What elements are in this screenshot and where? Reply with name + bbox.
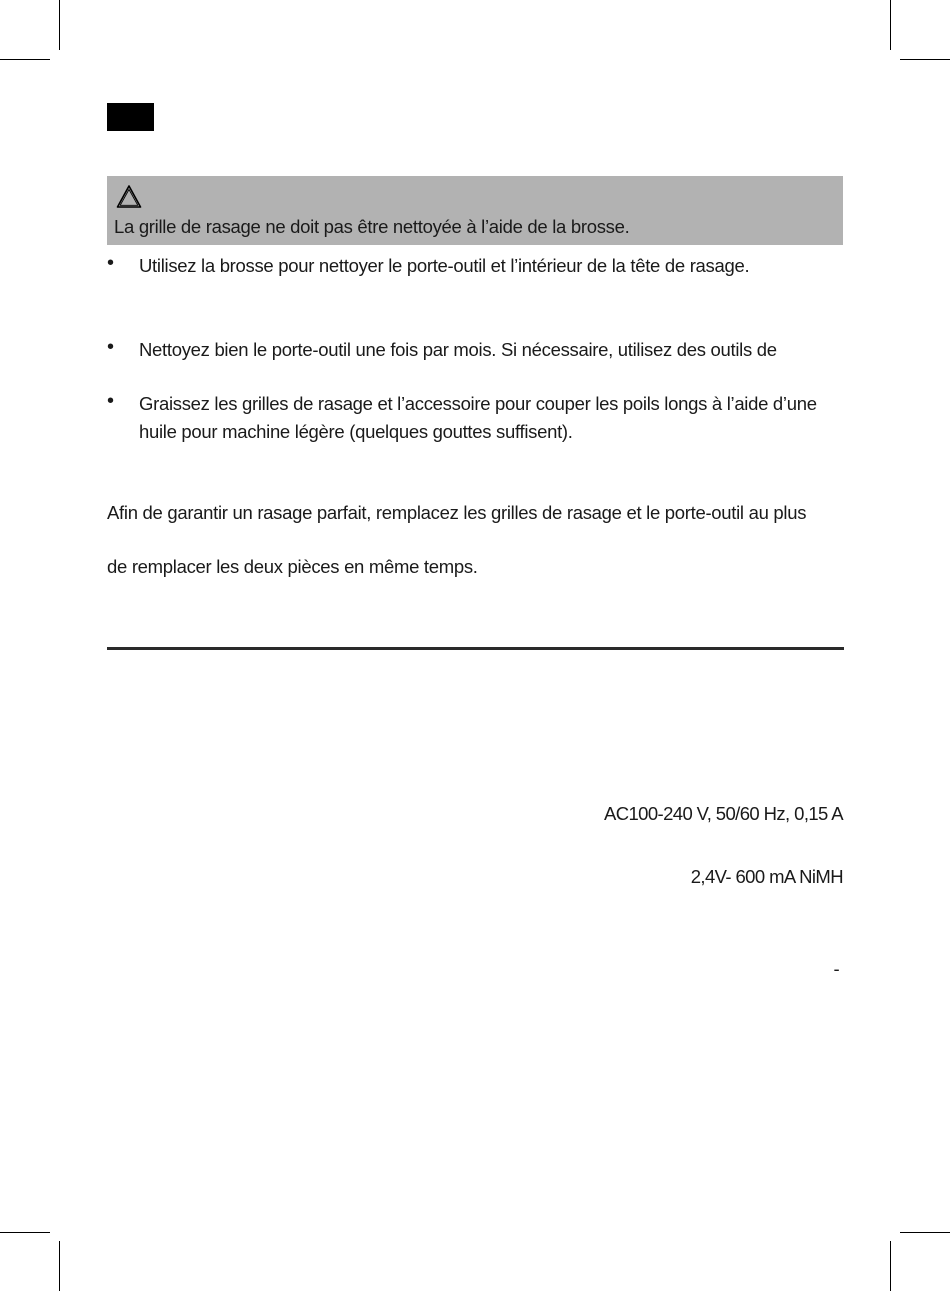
bullet-symbol: • (107, 336, 114, 358)
bullet-symbol: • (107, 390, 114, 412)
bullet-text: Graissez les grilles de rasage et l’accessoire pour couper les poils longs à l’aide d’une huile pour machine légère (quelques gouttes suffisent). (139, 393, 817, 442)
paragraph-line: Afin de garantir un rasage parfait, remplacez les grilles de rasage et le porte-outil au plus (107, 502, 807, 523)
warning-text: La grille de rasage ne doit pas être nettoyée à l’aide de la brosse. (114, 216, 630, 237)
bullet-text: Utilisez la brosse pour nettoyer le porte-outil et l’intérieur de la tête de rasage. (139, 255, 750, 276)
crop-mark (890, 1241, 891, 1291)
spec-dash: - (833, 958, 839, 979)
spec-power-supply: AC100-240 V, 50/60 Hz, 0,15 A (603, 803, 843, 824)
section-divider (107, 647, 844, 650)
spec-battery: 2,4V- 600 mA NiMH (690, 866, 843, 887)
bullet-text: Nettoyez bien le porte-outil une fois par mois. Si nécessaire, utilisez des outils de (139, 339, 777, 360)
crop-mark (900, 59, 950, 60)
crop-mark (59, 1241, 60, 1291)
warning-box (107, 176, 843, 245)
paragraph-line: de remplacer les deux pièces en même temps. (107, 556, 478, 577)
crop-mark (0, 59, 50, 60)
warning-triangle-icon (116, 184, 142, 209)
language-tab (107, 103, 154, 131)
crop-mark (890, 0, 891, 50)
crop-mark (0, 1232, 50, 1233)
crop-mark (59, 0, 60, 50)
crop-mark (900, 1232, 950, 1233)
bullet-symbol: • (107, 252, 114, 274)
